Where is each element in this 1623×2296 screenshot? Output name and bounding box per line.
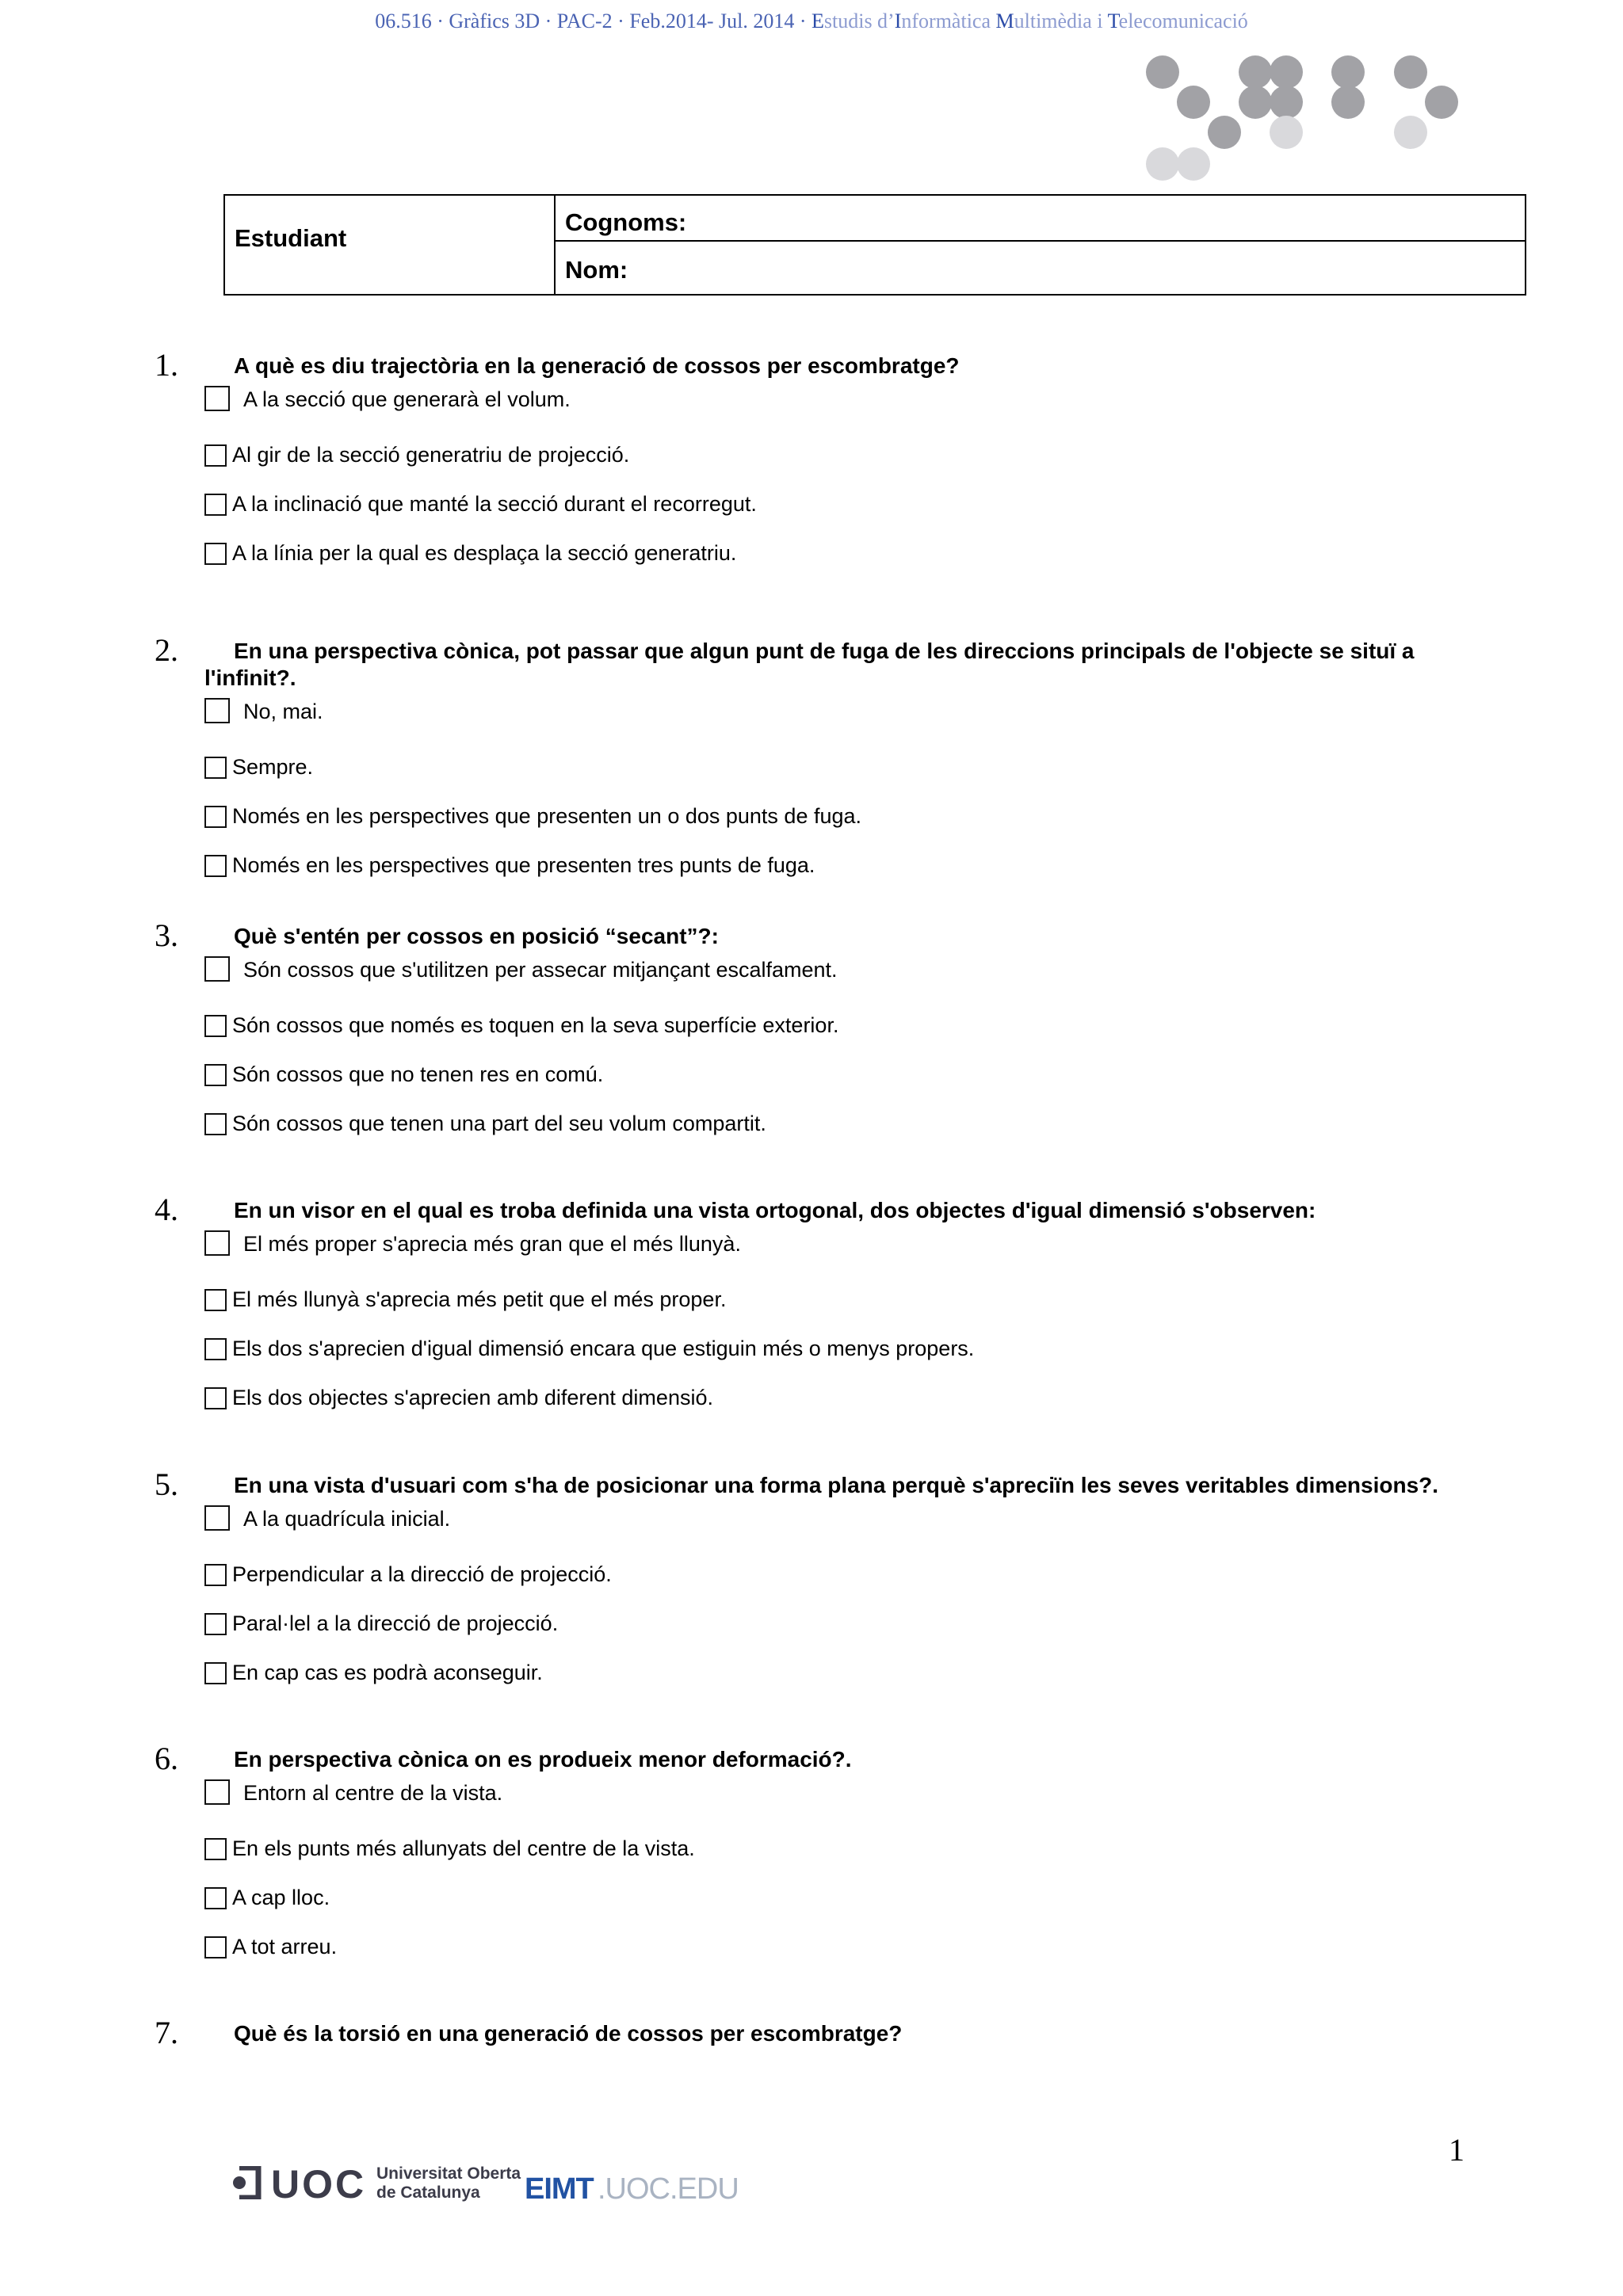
- answer-label: Són cossos que tenen una part del seu volum compartit.: [232, 1112, 766, 1135]
- question-number: 6.: [155, 1741, 178, 1776]
- answer-checkbox[interactable]: [204, 386, 230, 411]
- answer-checkbox[interactable]: [204, 543, 227, 565]
- question-text: En un visor en el qual es troba definida una vista ortogonal, dos objectes d'igual dimensió s'observen:: [234, 1198, 1316, 1222]
- answer-label: Els dos s'aprecien d'igual dimensió encara que estiguin més o menys propers.: [232, 1337, 975, 1360]
- logo-dot: [1394, 116, 1427, 149]
- logo-dot: [1146, 147, 1179, 181]
- eimt-domain: .UOC.EDU: [598, 2172, 739, 2206]
- logo-dot: [1146, 55, 1179, 89]
- answer-label: Només en les perspectives que presenten un o dos punts de fuga.: [232, 804, 862, 828]
- answer-label: Al gir de la secció generatriu de projecció.: [232, 443, 630, 467]
- answer-label: A cap lloc.: [232, 1886, 330, 1909]
- answer-checkbox[interactable]: [204, 1015, 227, 1037]
- eimt-wordmark: EIMT: [525, 2172, 594, 2206]
- answer-checkbox[interactable]: [204, 1387, 227, 1409]
- answer-label: Paral·lel a la direcció de projecció.: [232, 1611, 559, 1635]
- name-label: Nom:: [565, 256, 628, 284]
- answer-label: El més llunyà s'aprecia més petit que el més proper.: [232, 1287, 727, 1311]
- question-number: 2.: [155, 632, 178, 668]
- question-text: En perspectiva cònica on es produeix menor deformació?.: [234, 1747, 852, 1772]
- answer-label: A tot arreu.: [232, 1935, 338, 1958]
- uoc-mark-icon: [231, 2166, 265, 2199]
- answer-checkbox[interactable]: [204, 956, 230, 982]
- answer-checkbox[interactable]: [204, 494, 227, 516]
- answer-label: Només en les perspectives que presenten tres punts de fuga.: [232, 853, 815, 877]
- answer-checkbox[interactable]: [204, 1936, 227, 1958]
- answer-checkbox[interactable]: [204, 1230, 230, 1256]
- logo-dot: [1331, 55, 1365, 89]
- answer-label: Són cossos que s'utilitzen per assecar mitjançant escalfament.: [243, 958, 838, 982]
- question-number: 3.: [155, 917, 178, 953]
- answer-checkbox[interactable]: [204, 1064, 227, 1086]
- logo-dot: [1208, 116, 1241, 149]
- surname-label: Cognoms:: [565, 208, 687, 236]
- answer-checkbox[interactable]: [204, 1505, 230, 1531]
- answer-checkbox[interactable]: [204, 1564, 227, 1586]
- answer-label: A la línia per la qual es desplaça la secció generatriu.: [232, 541, 737, 565]
- question-text: En una perspectiva cònica, pot passar que algun punt de fuga de les direccions principals de l'objecte se situï a l'infinit?.: [204, 639, 1415, 690]
- answer-checkbox[interactable]: [204, 1613, 227, 1635]
- question-text: Què és la torsió en una generació de cossos per escombratge?: [234, 2021, 903, 2046]
- logo-dot: [1270, 55, 1303, 89]
- logo-dot: [1270, 86, 1303, 119]
- answer-checkbox[interactable]: [204, 806, 227, 828]
- surname-field[interactable]: [556, 196, 1525, 242]
- answer-label: En els punts més allunyats del centre de la vista.: [232, 1836, 695, 1860]
- answer-label: A la quadrícula inicial.: [243, 1507, 451, 1531]
- answer-checkbox[interactable]: [204, 444, 227, 467]
- question-text: Què s'entén per cossos en posició “secant”?:: [234, 924, 719, 948]
- course-info: 06.516 · Gràfics 3D · PAC-2 · Feb.2014- Jul. 2014 ·: [375, 10, 812, 32]
- answer-checkbox[interactable]: [204, 1887, 227, 1909]
- page-number: 1: [1449, 2132, 1465, 2168]
- question-text: A què es diu trajectòria en la generació de cossos per escombratge?: [234, 353, 960, 378]
- question-number: 7.: [155, 2015, 178, 2050]
- answer-label: Entorn al centre de la vista.: [243, 1781, 503, 1805]
- logo-dot: [1177, 147, 1210, 181]
- answer-label: Són cossos que no tenen res en comú.: [232, 1062, 604, 1086]
- answer-label: Són cossos que només es toquen en la seva superfície exterior.: [232, 1013, 839, 1037]
- answer-checkbox[interactable]: [204, 1838, 227, 1860]
- answer-label: Sempre.: [232, 755, 314, 779]
- student-info-table: [223, 194, 1526, 296]
- answer-checkbox[interactable]: [204, 855, 227, 877]
- question-number: 5.: [155, 1466, 178, 1502]
- answer-label: A la secció que generarà el volum.: [243, 387, 571, 411]
- answer-label: El més proper s'aprecia més gran que el més llunyà.: [243, 1232, 741, 1256]
- question-text: En una vista d'usuari com s'ha de posicionar una forma plana perquè s'apreciïn les seves veritables dimensions?.: [234, 1473, 1439, 1497]
- name-field[interactable]: [556, 242, 1525, 294]
- answer-label: Perpendicular a la direcció de projecció.: [232, 1562, 612, 1586]
- logo-dot: [1394, 55, 1427, 89]
- answer-checkbox[interactable]: [204, 1338, 227, 1360]
- logo-dot: [1239, 86, 1272, 119]
- university-name: Universitat Oberta de Catalunya: [376, 2164, 521, 2202]
- answer-checkbox[interactable]: [204, 1289, 227, 1311]
- course-header: 06.516 · Gràfics 3D · PAC-2 · Feb.2014- Jul. 2014 · Estudis d’Informàtica Multimèdia i Telecomunicació: [375, 10, 1248, 32]
- student-label-cell: [225, 196, 556, 294]
- logo-dot: [1331, 86, 1365, 119]
- uoc-wordmark: UOC: [271, 2162, 367, 2206]
- answer-checkbox[interactable]: [204, 698, 230, 723]
- footer-logo: [231, 2163, 747, 2210]
- answer-label: A la inclinació que manté la secció durant el recorregut.: [232, 492, 757, 516]
- uoc-dots-logo: [1133, 48, 1466, 190]
- question-number: 4.: [155, 1192, 178, 1227]
- question-number: 1.: [155, 347, 178, 383]
- answer-checkbox[interactable]: [204, 757, 227, 779]
- answer-checkbox[interactable]: [204, 1779, 230, 1805]
- answer-checkbox[interactable]: [204, 1113, 227, 1135]
- student-label: Estudiant: [235, 224, 347, 252]
- answer-label: Els dos objectes s'aprecien amb diferent dimensió.: [232, 1386, 713, 1409]
- answer-label: No, mai.: [243, 700, 323, 723]
- answer-checkbox[interactable]: [204, 1662, 227, 1684]
- logo-dot: [1270, 116, 1303, 149]
- logo-dot: [1239, 55, 1272, 89]
- logo-dot: [1425, 86, 1458, 119]
- answer-label: En cap cas es podrà aconseguir.: [232, 1661, 543, 1684]
- logo-dot: [1177, 86, 1210, 119]
